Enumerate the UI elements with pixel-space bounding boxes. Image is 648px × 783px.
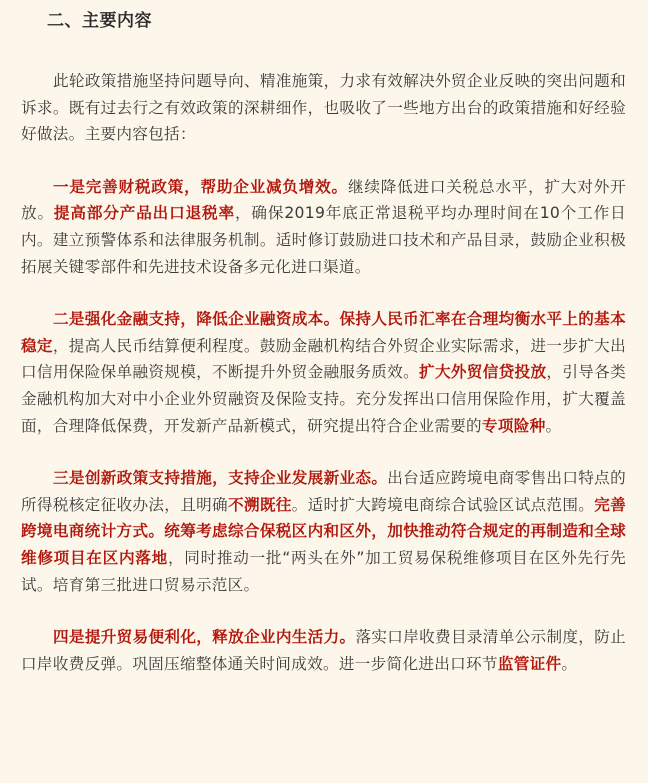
p3-run: 出台适应跨境电商零售出口特点的所得税核定征收办法，且明确 <box>21 469 626 514</box>
p4-run: 监管证件 <box>497 654 562 673</box>
p2-run: 。 <box>545 416 562 435</box>
policy-paragraph-3 <box>21 465 626 598</box>
p3-run: ，同时推动一批“两头在外”加工贸易保税维修项目在区外先行先试。培育第三批进口贸易示范区。 <box>21 548 626 594</box>
section-heading: 二、主要内容 <box>47 11 152 31</box>
p1-run: 提高部分产品出口退税率 <box>53 204 235 223</box>
p2-run: 专项险种 <box>481 416 546 435</box>
policy-paragraph-1 <box>21 174 626 280</box>
policy-paragraph-2 <box>21 306 626 439</box>
p1-run: 一是完善财税政策，帮助企业减负增效。 <box>53 177 348 196</box>
p3-run: 。适时扩大跨境电商综合试验区试点范围。 <box>291 495 595 514</box>
p1-run: 继续降低进口关税总水平，扩大对外开放。 <box>21 177 626 223</box>
p2-run: 扩大外贸信贷投放 <box>419 363 547 382</box>
p3-run: 三是创新政策支持措施，支持企业发展新业态。 <box>53 469 388 488</box>
p4-run: 落实口岸收费目录清单公示制度，防止口岸收费反弹。巩固压缩整体通关时间成效。进一步简化进出口环节 <box>21 628 627 673</box>
intro-paragraph: 此轮政策措施坚持问题导向、精准施策，力求有效解决外贸企业反映的突出问题和诉求。既有过去行之有效政策的深耕细作，也吸收了一些地方出台的政策措施和好经验好做法。主要内容包括： <box>21 72 626 144</box>
policy-paragraph-4 <box>21 624 626 677</box>
p1-run: ，确保2019年底正常退税平均办理时间在10个工作日内。建立预警体系和法律服务机制。适时修订鼓励进口技术和产品目录，鼓励企业积极拓展关键零部件和先进技术设备多元化进口渠道。 <box>21 204 626 276</box>
p2-run: 二是强化金融支持，降低企业融资成本。保持人民币汇率在合理均衡水平上的基本稳定 <box>21 310 626 355</box>
p2-run: ，引导各类金融机构加大对中小企业外贸融资及保险支持。充分发挥出口信用保险作用，扩大覆盖面，合理降低保费，开发新产品新模式，研究提出符合企业需要的 <box>21 363 626 435</box>
p2-run: ，提高人民币结算便利程度。鼓励金融机构结合外贸企业实际需求，进一步扩大出口信用保险保单融资规模，不断提升外贸金融服务质效。 <box>21 336 626 382</box>
p3-run: 不溯既往 <box>227 495 292 514</box>
p3-run: 完善跨境电商统计方式。统筹考虑综合保税区内和区外，加快推动符合规定的再制造和全球维修项目在区内落地 <box>21 495 627 567</box>
p4-run: 。 <box>561 654 578 673</box>
p4-run: 四是提升贸易便利化，释放企业内生活力。 <box>53 628 356 647</box>
